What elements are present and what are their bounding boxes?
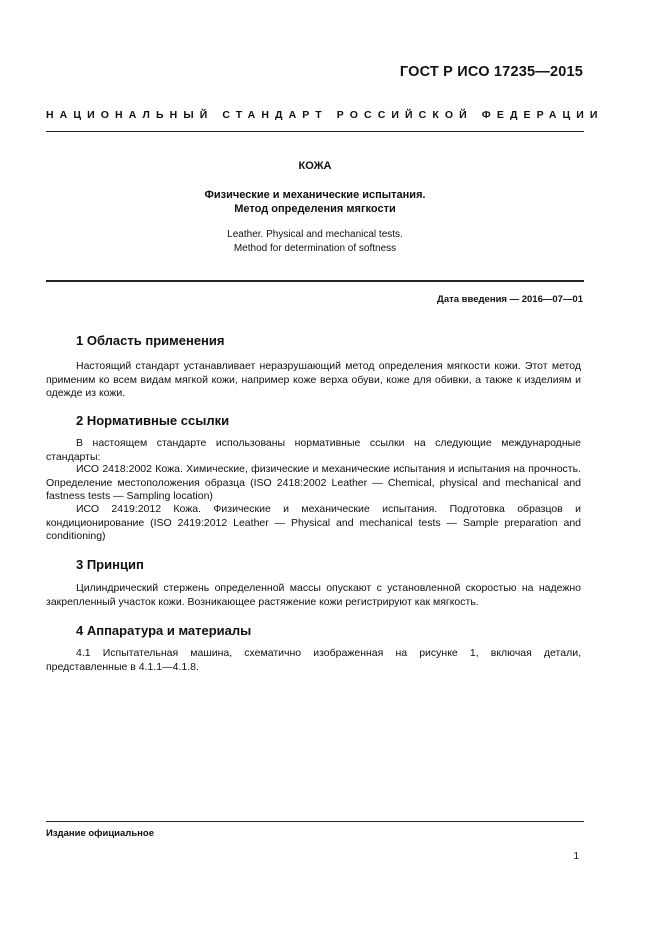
subtitle-en-line-1: Leather. Physical and mechanical tests. xyxy=(227,229,403,240)
page-number: 1 xyxy=(573,851,579,862)
subtitle-en-line-2: Method for determination of softness xyxy=(233,243,397,254)
section-1-paragraph: Настоящий стандарт устанавливает неразрушающий метод определения мягкости кожи. Этот метод применим ко всем видам мягкой кожи, например коже верха обуви, коже для обивки, а также к изделиям и одежде из кожи. xyxy=(46,360,581,399)
section-4-paragraph: 4.1 Испытательная машина, схематично изображенная на рисунке 1, включая детали, представленные в 4.1.1—4.1.8. xyxy=(46,647,581,673)
gost-code: ГОСТ Р ИСО 17235—2015 xyxy=(399,64,583,80)
header-divider xyxy=(46,131,584,132)
subtitle-ru xyxy=(46,188,584,216)
section-2-reference-iso-2418: ИСО 2418:2002 Кожа. Химические, физические и механические испытания и испытания на прочность. Определение местоположения образца (ISO 2418:2002 Leather — Chemical, physical and mechanical and fastness tests — Sampling location) xyxy=(46,463,581,502)
subtitle-ru-line-2: Метод определения мягкости xyxy=(234,203,396,215)
section-2-reference-iso-2419: ИСО 2419:2012 Кожа. Физические и механические испытания. Подготовка образцов и кондиционирование (ISO 2419:2012 Leather — Physical and mechanical tests — Sample preparation and conditioning) xyxy=(46,503,581,542)
section-2-heading: 2 Нормативные ссылки xyxy=(76,413,230,428)
section-3-paragraph: Цилиндрический стержень определенной массы опускают с установленной скоростью на надежно закрепленный участок кожи. Возникающее растяжение кожи регистрируют как мягкость. xyxy=(46,582,581,608)
section-3-heading: 3 Принцип xyxy=(76,557,144,572)
footer-divider xyxy=(46,821,584,822)
edition-note: Издание официальное xyxy=(46,828,154,839)
subtitle-en xyxy=(46,228,584,256)
document-title: КОЖА xyxy=(298,160,332,172)
introduction-date: Дата введения — 2016—07—01 xyxy=(437,294,583,305)
section-1-heading: 1 Область применения xyxy=(76,333,225,348)
title-divider xyxy=(46,280,584,282)
section-4-heading: 4 Аппаратура и материалы xyxy=(76,623,252,638)
subtitle-ru-line-1: Физические и механические испытания. xyxy=(204,189,426,201)
section-2-paragraph-1: В настоящем стандарте использованы нормативные ссылки на следующие международные стандарты: xyxy=(46,437,581,463)
national-standard-heading: НАЦИОНАЛЬНЫЙ СТАНДАРТ РОССИЙСКОЙ ФЕДЕРАЦИИ xyxy=(46,109,604,121)
